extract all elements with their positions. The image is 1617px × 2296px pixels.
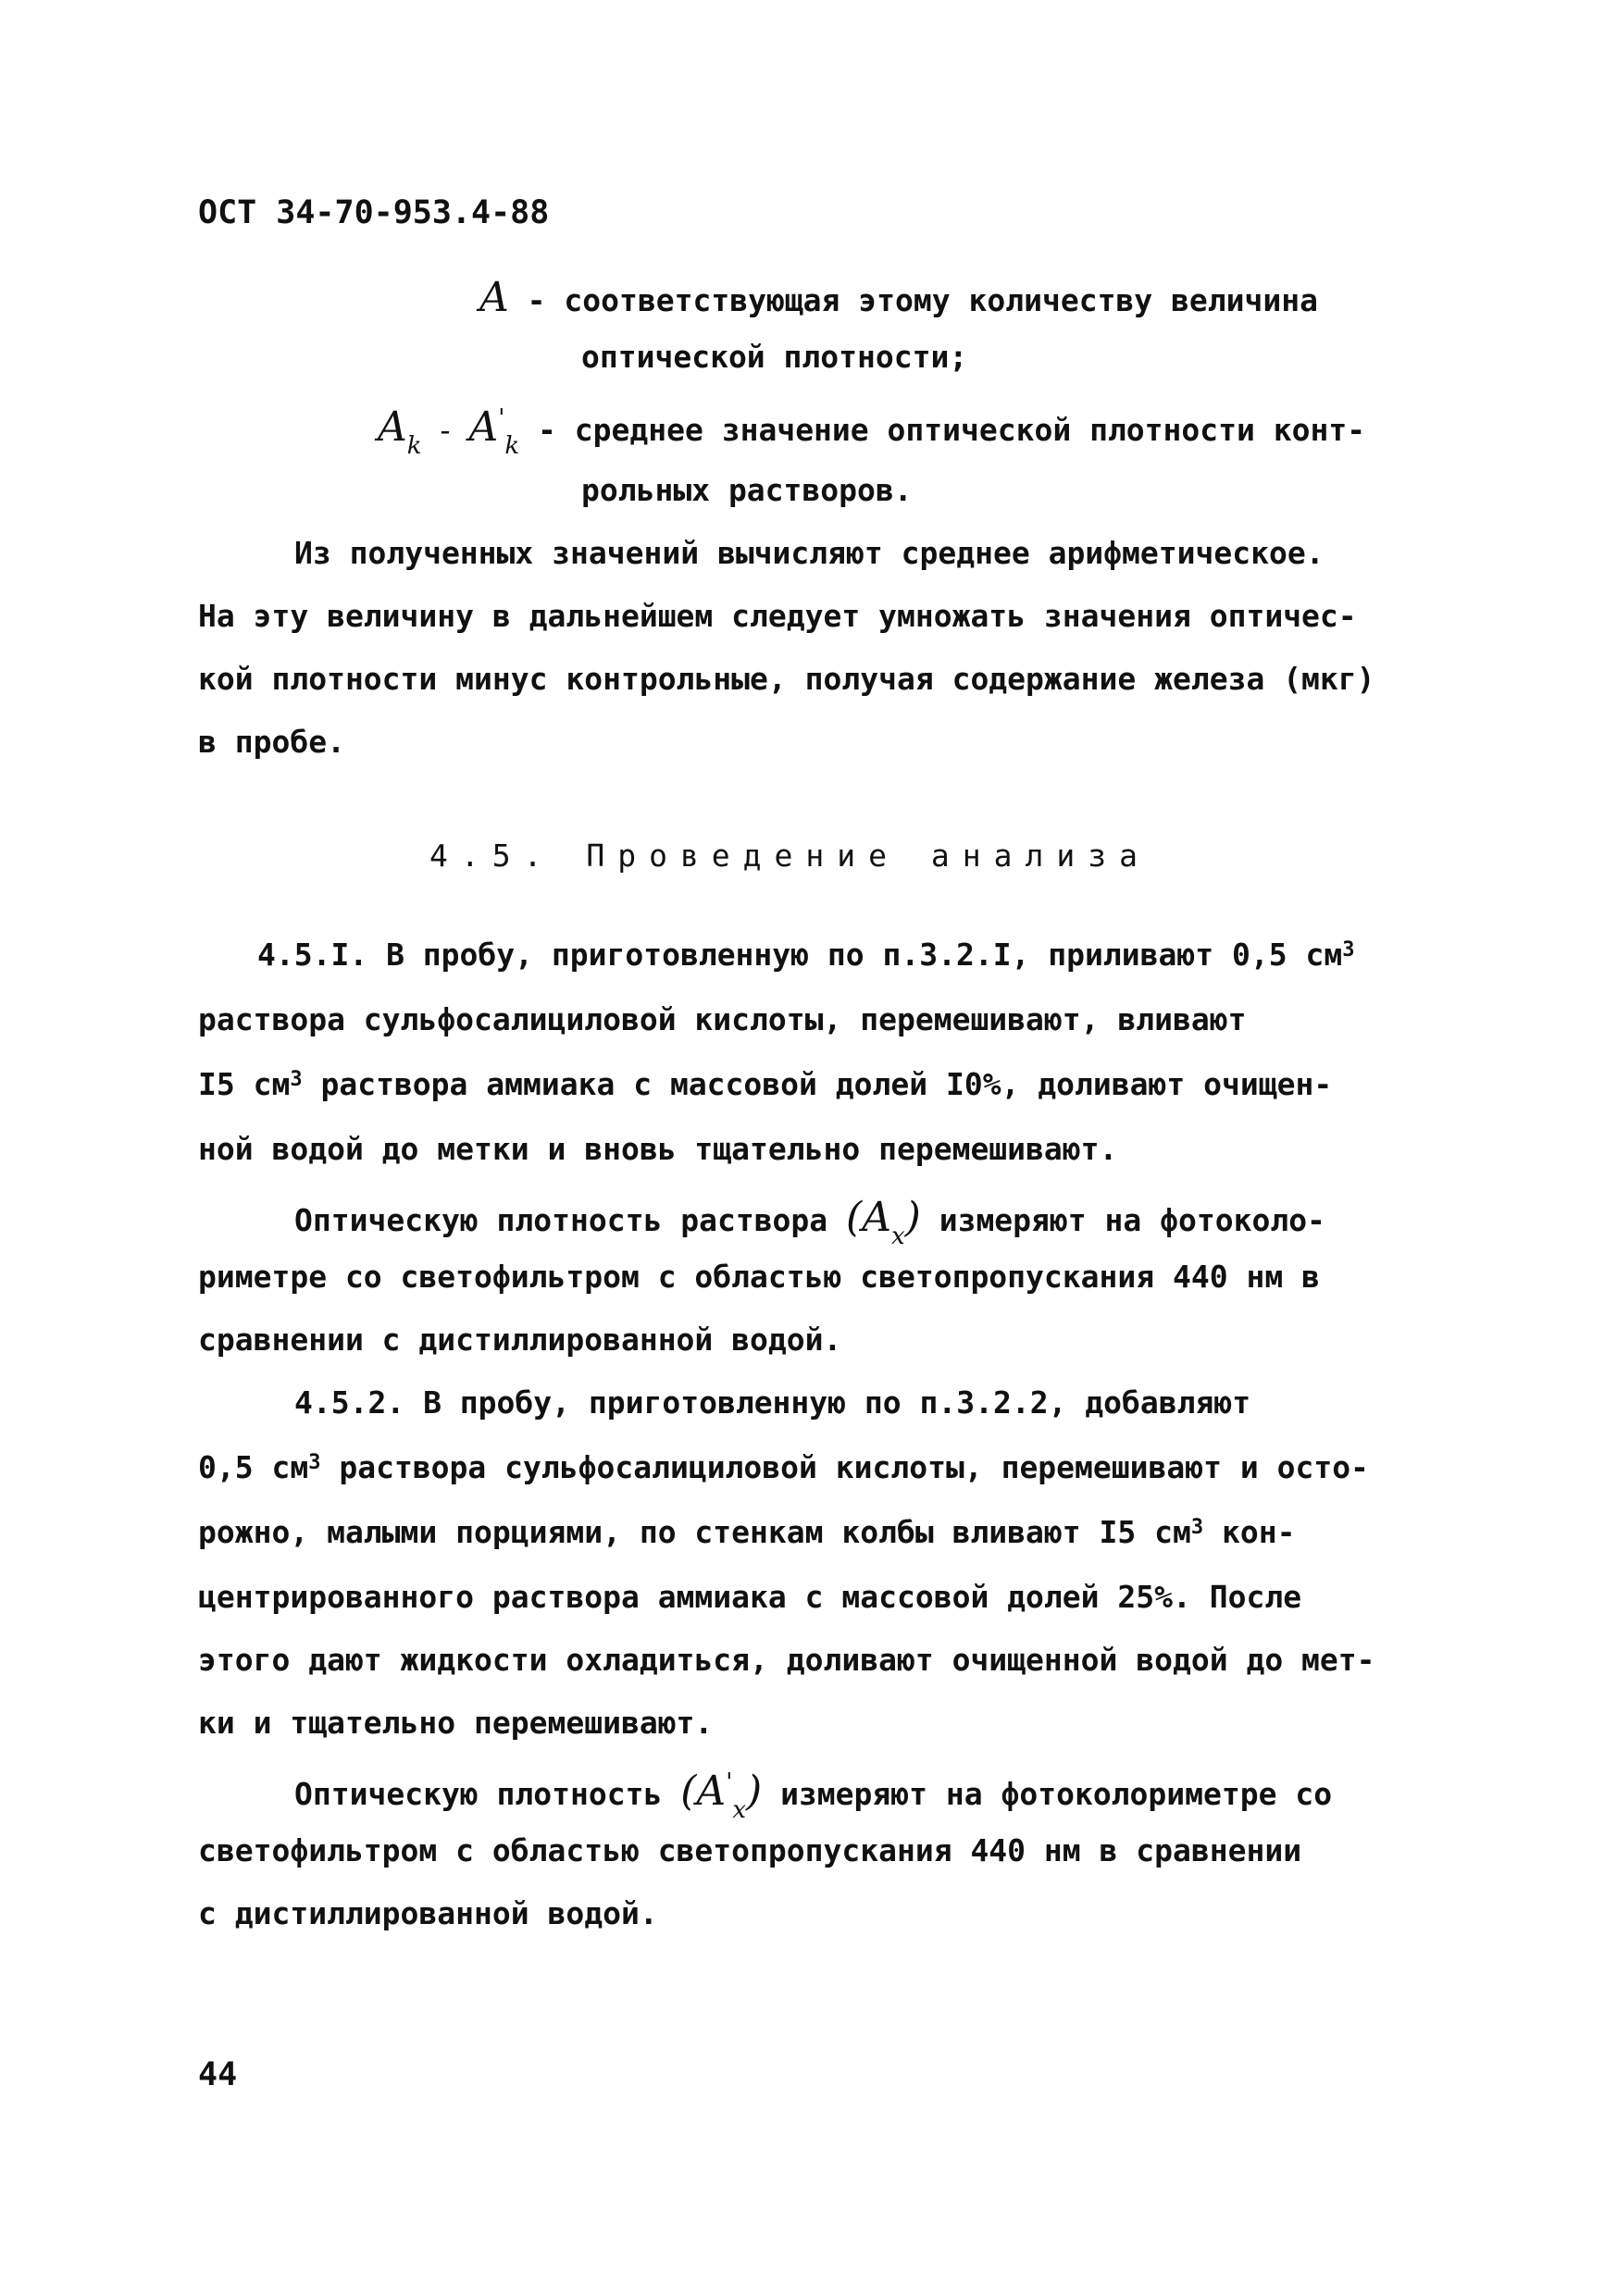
definition-text: среднее значение оптической плотности конт- [574, 412, 1366, 448]
clause-4-5-2-line [198, 1514, 1295, 1550]
symbol-ax-prime: A [696, 1768, 727, 1815]
measurement-line: сравнении с дистиллированной водой. [198, 1322, 842, 1358]
clause-4-5-1-line: ной водой до метки и вновь тщательно перемешивают. [198, 1131, 1118, 1167]
symbol-ak-subscript: k [406, 432, 422, 460]
paragraph-line: На эту величину в дальнейшем следует умножать значения оптичес- [198, 598, 1357, 634]
definition-dash: - [527, 282, 546, 318]
superscript: 3 [308, 1451, 321, 1474]
superscript: 3 [1342, 938, 1355, 962]
paragraph-line: кой плотности минус контрольные, получая содержание железа (мкг) [198, 661, 1375, 697]
clause-4-5-2-line: 4.5.2. В пробу, приготовленную по п.3.2.2, добавляют [294, 1384, 1251, 1421]
clause-text: кон- [1203, 1514, 1296, 1550]
paren-open: ( [846, 1194, 863, 1241]
clause-4-5-1-line: раствора сульфосалициловой кислоты, перемешивают, вливают [198, 1001, 1247, 1037]
symbol-ak-prime: A [468, 403, 499, 451]
measurement-line: светофильтром с областью светопропускания 440 нм в сравнении [198, 1832, 1302, 1868]
measurement-line [294, 1194, 1325, 1250]
page-number: 44 [198, 2056, 238, 2093]
symbol-ax-subscript: x [890, 1222, 905, 1250]
definition-a-continuation: оптической плотности; [581, 339, 968, 375]
measurement-line [294, 1768, 1333, 1824]
document-code: ОСТ 34-70-953.4-88 [198, 194, 550, 231]
definition-ak-continuation: рольных растворов. [581, 472, 913, 508]
measurement-text: измеряют на фотоколо- [939, 1202, 1325, 1238]
paragraph-line: в пробе. [198, 724, 345, 760]
definition-a [479, 274, 1318, 321]
superscript: 3 [290, 1068, 303, 1091]
clause-4-5-2-line: этого дают жидкости охладиться, доливают очищенной водой до мет- [198, 1642, 1375, 1678]
definition-text: соответствующая этому количеству величина [564, 282, 1318, 318]
paren-close: ) [904, 1194, 921, 1241]
symbol-ax: A [862, 1194, 891, 1241]
superscript: 3 [1190, 1516, 1204, 1539]
paren-open: ( [680, 1768, 697, 1815]
clause-text: 4.5.I. В пробу, приготовленную по п.3.2.I, приливают 0,5 см [257, 937, 1343, 973]
clause-4-5-2-line: ки и тщательно перемешивают. [198, 1705, 714, 1741]
clause-text: раствора сульфосалициловой кислоты, перемешивают и осто- [320, 1449, 1369, 1485]
section-heading: 4.5. Проведение анализа [429, 838, 1151, 874]
clause-text: 0,5 см [198, 1449, 309, 1485]
symbol-ak-prime-subscript: k [504, 432, 520, 460]
clause-text: раствора аммиака с массовой долей I0%, доливают очищен- [302, 1066, 1333, 1102]
clause-4-5-2-line [198, 1449, 1369, 1485]
clause-4-5-1-line [198, 1066, 1332, 1102]
clause-text: I5 см [198, 1066, 291, 1102]
paren-close: ) [746, 1768, 763, 1815]
measurement-text: Оптическую плотность раствора [294, 1202, 847, 1238]
measurement-text: Оптическую плотность [294, 1776, 681, 1812]
clause-text: рожно, малыми порциями, по стенкам колбы вливают I5 см [198, 1514, 1191, 1550]
symbol-prime: ' [498, 404, 505, 432]
measurement-line: с дистиллированной водой. [198, 1895, 658, 1931]
symbol-ak: A [378, 403, 407, 451]
definition-dash: - [538, 412, 556, 448]
definition-ak [378, 403, 1366, 460]
symbol-a: A [479, 274, 509, 321]
clause-4-5-1-line [257, 937, 1354, 973]
symbol-prime: ' [726, 1769, 733, 1796]
measurement-text: измеряют на фотоколориметре со [780, 1776, 1333, 1812]
paragraph-line: Из полученных значений вычисляют среднее арифметическое. [294, 535, 1325, 571]
clause-4-5-2-line: центрированного раствора аммиака с массовой долей 25%. После [198, 1579, 1302, 1615]
symbol-ax-prime-subscript: x [732, 1796, 747, 1824]
measurement-line: риметре со светофильтром с областью светопропускания 440 нм в [198, 1259, 1320, 1295]
symbol-minus: - [440, 412, 451, 448]
